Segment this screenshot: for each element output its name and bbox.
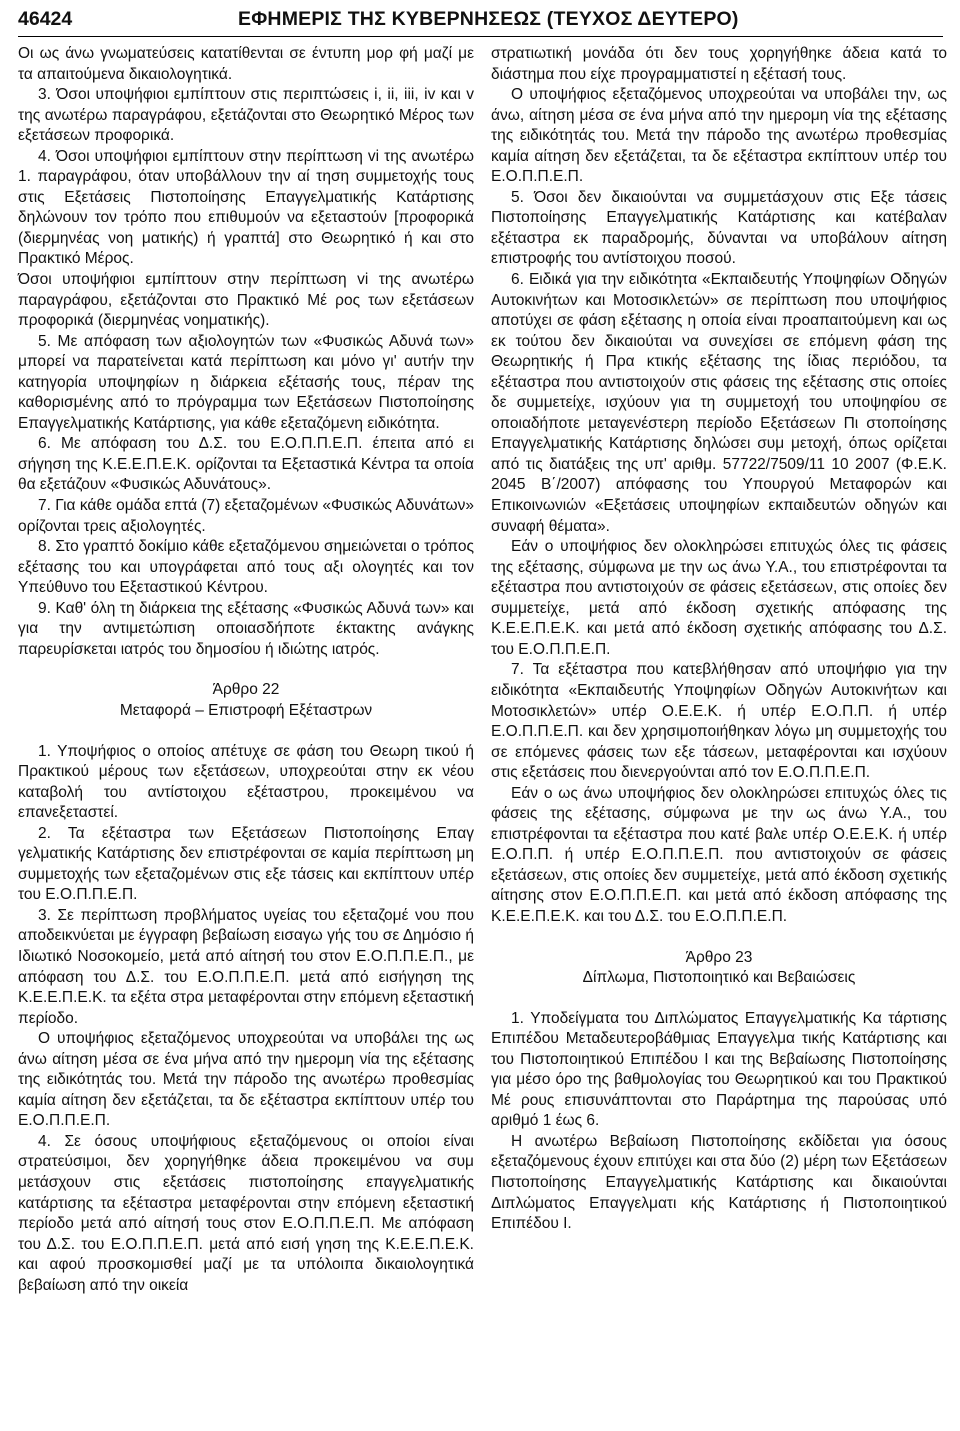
paragraph: Ο υποψήφιος εξεταζόμενος υποχρεούται να υποβάλει την, ως άνω, αίτηση μέσα σε ένα μήνα από την ημερομη νία της εξέτασης της ειδικότητάς του. Μετά την πάροδο της ανωτέρω προθεσμίας καμία αίτηση δεν εξετάζεται, τα δε εξέταστρα εκπίπτουν υπέρ του Ε.Ο.Π.Π.Ε.Π. bbox=[491, 86, 947, 186]
paragraph: 4. Σε όσους υποψήφιους εξεταζόμενους οι οποίοι είναι στρατεύσιμοι, δεν χορηγήθηκε άδεια προκειμένου να συμ μετάσχουν στις εξετάσεις πιστοποίησης επαγγελματικής κατάρτισης τα εξέταστρα μεταφέρονται στην επόμενη εξεταστική περίοδο μετά από αίτησή τους στον Ε.Ο.Π.Π.Ε.Π. Με απόφαση του Δ.Σ. του Ε.Ο.Π.Π.Ε.Π. μετά από εισή γηση της Κ.Ε.Ε.Π.Ε.Κ. και αφού προσκομισθεί μαζί με τα υπόλοιπα δικαιολογητικά βεβαίωση από την οικεία bbox=[18, 1132, 474, 1294]
paragraph: 6. Με απόφαση του Δ.Σ. του Ε.Ο.Π.Π.Ε.Π. έπειτα από ει σήγηση της Κ.Ε.Ε.Π.Ε.Κ. ορίζονται τα Εξεταστικά Κέντρα τα οποία θα εξετάζουν «Φυσικώς Αδυνάτους». bbox=[18, 435, 474, 494]
paragraph: 1. Υποδείγματα του Διπλώματος Επαγγελματικής Κα τάρτισης Επιπέδου Μεταδευτεροβάθμιας Επαγγελμα τικής Κατάρτισης και του Πιστοποιητικού Επιπέδου Ι και της Βεβαίωσης Πιστοποίησης για μέσο όρο της βαθμολογίας του Θεωρητικού και του Πρακτικού Μέ ρους επισυνάπτονται στο Παράρτημα της παρούσας υπό αριθμό 1 έως 6. bbox=[491, 1009, 947, 1130]
paragraph: 7. Για κάθε ομάδα επτά (7) εξεταζομένων «Φυσικώς Αδυνάτων» ορίζονται τρεις αξιολογητές. bbox=[18, 497, 474, 535]
paragraph: 3. Σε περίπτωση προβλήματος υγείας του εξεταζομέ νου που αποδεικνύεται με έγγραφη βεβαίωση εισαγω γής του σε Δημόσιο ή Ιδιωτικό Νοσοκομείο, μετά από αίτησή του στον Ε.Ο.Π.Π.Ε.Π., με απόφαση του Δ.Σ. του Ε.Ο.Π.Π.Ε.Π. μετά από εισήγηση της Κ.Ε.Ε.Π.Ε.Κ. τα εξέτα στρα μεταφέρονται στην επόμενη εξεταστική περίοδο. bbox=[18, 906, 474, 1027]
paragraph: 5. Με απόφαση των αξιολογητών των «Φυσικώς Αδυνά των» μπορεί να παρατείνεται κατά περίπτωση και μόνο γι' αυτήν την κατηγορία υποψηφίων η διάρκεια εξέτασής τους, πέραν της καθορισμένης από το πρόγραμμα των Εξετάσεων Πιστοποίησης Επαγγελματικής Κατάρτισης, για κάθε εξεταζόμενη ειδικότητα. bbox=[18, 332, 474, 432]
paragraph: Οι ως άνω γνωματεύσεις κατατίθενται σε έντυπη μορ φή μαζί με τα απαιτούμενα δικαιολογητικά. bbox=[18, 45, 474, 83]
paragraph: Η ανωτέρω Βεβαίωση Πιστοποίησης εκδίδεται για όσους εξεταζόμενους έχουν επιτύχει και στα δύο (2) μέρη των Εξετάσεων Πιστοποίησης Επαγγελματικής Κατάρτισης και δικαιούνται Διπλώματος Επαγγελματι κής Κατάρτισης ή Πιστοποιητικού Επιπέδου Ι. bbox=[491, 1132, 947, 1233]
paragraph: 5. Όσοι δεν δικαιούνται να συμμετάσχουν στις Εξε τάσεις Πιστοποίησης Επαγγελματικής Κατάρτισης και κατέβαλαν εξέταστρα εκ παραδρομής, δύνανται να υποβάλουν αίτηση επιστροφής του αντίστοιχου ποσού. bbox=[491, 188, 947, 268]
paragraph: Εάν ο ως άνω υποψήφιος δεν ολοκληρώσει επιτυχώς όλες τις φάσεις της εξέτασης, σύμφωνα με την ως άνω Υ.Α., του επιστρέφονται τα εξέταστρα που κατέ βαλε υπέρ Ο.Ε.Ε.Κ. ή υπέρ Ε.Ο.Π.Π. ή υπέρ Ε.Ο.Π.Π.Ε.Π. που αντιστοιχούν σε φάσεις εξετάσεων, στις οποίες δεν συμμετείχε, μετά από έκδοση σχετικής αίτησης στον Ε.Ο.Π.Π.Ε.Π. και μετά από έκδοση απόφασης της Κ.Ε.Ε.Π.Ε.Κ. και του Δ.Σ. του Ε.Ο.Π.Π.Ε.Π. bbox=[491, 784, 947, 925]
paragraph: 1. Υποψήφιος ο οποίος απέτυχε σε φάση του Θεωρη τικού ή Πρακτικού μέρους των εξετάσεων, υποχρεούται στην εκ νέου καταβολή του αντίστοιχου εξέταστρου, προκειμένου να επανεξεταστεί. bbox=[18, 742, 474, 822]
paragraph: Εάν ο υποψήφιος δεν ολοκληρώσει επιτυχώς όλες τις φάσεις της εξέτασης, σύμφωνα με την ως άνω Υ.Α., του επιστρέφονται τα εξέταστρα που αντιστοιχούν σε φάσεις εξετάσεων, στις οποίες δεν συμμετείχε, μετά από έκδοση σχετικής απόφασης της Κ.Ε.Ε.Π.Ε.Κ. και μετά από έκδοση σχετικής απόφασης του Δ.Σ. του Ε.Ο.Π.Π.Ε.Π. bbox=[491, 538, 947, 658]
page-header bbox=[18, 2, 943, 37]
right-column bbox=[491, 44, 947, 1235]
paragraph: 2. Τα εξέταστρα των Εξετάσεων Πιστοποίησης Επαγ γελματικής Κατάρτισης δεν επιστρέφονται σε καμία περίπτωση μη συμμετοχής των εξεταζομένων στις εξε τάσεις και εκπίπτουν υπέρ του Ε.Ο.Π.Π.Ε.Π. bbox=[18, 824, 474, 904]
left-column bbox=[18, 44, 474, 1296]
article-number: Άρθρο 23 bbox=[685, 948, 753, 966]
paragraph: 6. Ειδικά για την ειδικότητα «Εκπαιδευτής Υποψηφίων Οδηγών Αυτοκινήτων και Μοτοσικλετών» σε περίπτωση που υποψήφιος αποτύχει σε φάση εξέτασης η οποία είναι προαπαιτούμενη και ως εκ τούτου δεν δικαιούται να συνεχίσει σε επόμενη φάση της Θεωρητικής ή Πρα κτικής εξέτασης της ίδιας περιόδου, τα εξέταστρα που αντιστοιχούν στις φάσεις της εξέτασης στις οποίες δε συμμετείχε, ισχύουν για τη συμμετοχή του υποψηφίου σε οποιαδήποτε μεταγενέστερη περίοδο Εξετάσεων Πι στοποίησης Επαγγελματικής Κατάρτισης δηλώσει συμ μετοχή, όπως ορίζεται από τις διατάξεις της υπ' αριθμ. 57722/7509/11 10 2007 (Φ.Ε.Κ. 2045 Β΄/2007) απόφασης του Υπουργού Μεταφορών και Επικοινωνιών «Εξετάσεις υποψηφίων εκπαιδευτών οδηγών και συναφή θέματα». bbox=[491, 271, 947, 535]
paragraph: 7. Τα εξέταστρα που κατεβλήθησαν από υποψήφιο για την ειδικότητα «Εκπαιδευτής Υποψηφίων Οδηγών Αυτοκινήτων και Μοτοσικλετών» υπέρ Ο.Ε.Ε.Κ. ή υπέρ Ε.Ο.Π.Π. ή υπέρ Ε.Ο.Π.Π.Ε.Π. και δεν χρησιμοποιήθηκαν λόγω μη συμμετοχής του σε επόμενες φάσεις των εξε τάσεων, μεταφέρονται και ισχύουν στις εξετάσεις που διενεργούνται από τον Ε.Ο.Π.Π.Ε.Π. bbox=[491, 661, 947, 782]
paragraph: Ο υποψήφιος εξεταζόμενος υποχρεούται να υποβάλει της ως άνω αίτηση μέσα σε ένα μήνα από την ημερομη νία της εξέτασης της ειδικότητάς του. Μετά την πάροδο της ανωτέρω προθεσμίας καμία αίτηση δεν εξετάζεται, τα δε εξέταστρα εκπίπτουν υπέρ του Ε.Ο.Π.Π.Ε.Π. bbox=[18, 1030, 474, 1130]
article-title: Δίπλωμα, Πιστοποιητικό και Βεβαιώσεις bbox=[582, 969, 856, 987]
journal-title: ΕΦΗΜΕΡΙΣ ΤΗΣ ΚΥΒΕΡΝΗΣΕΩΣ (ΤΕΥΧΟΣ ΔΕΥΤΕΡΟ) bbox=[238, 7, 739, 30]
article-number: Άρθρο 22 bbox=[212, 681, 280, 699]
paragraph: στρατιωτική μονάδα ότι δεν τους χορηγήθηκε άδεια κατά το διάστημα που είχε προγραμματιστεί η εξέτασή τους. bbox=[491, 45, 947, 83]
page-number: 46424 bbox=[18, 7, 73, 30]
paragraph: Όσοι υποψήφιοι εμπίπτουν στην περίπτωση vi της ανωτέρω παραγράφου, εξετάζονται στο Πρακτικό Μέ ρος των εξετάσεων προφορικά (διερμηνέας νοηματικής). bbox=[18, 271, 474, 330]
paragraph: 8. Στο γραπτό δοκίμιο κάθε εξεταζόμενου σημειώνεται ο τρόπος εξέτασης του και υπογράφεται από τους αξι ολογητές και τον Υπεύθυνο του Εξεταστικού Κέντρου. bbox=[18, 538, 474, 597]
paragraph: 9. Καθ' όλη τη διάρκεια της εξέτασης «Φυσικώς Αδυνά των» και για την αντιμετώπιση οποιασδήποτε έκτακτης ανάγκης παρευρίσκεται ιατρός του δημοσίου ή ιδιώτης ιατρός. bbox=[18, 599, 474, 658]
paragraph: 4. Όσοι υποψήφιοι εμπίπτουν στην περίπτωση vi της ανωτέρω 1. παραγράφου, όταν υποβάλλουν την αί τηση συμμετοχής τους στις Εξετάσεις Πιστοποίησης Επαγγελματικής Κατάρτισης δηλώνουν τον τρόπο που επιθυμούν να εξεταστούν [προφορικά (διερμηνέας νοη ματικής) ή γραπτά] στο Θεωρητικό ή και στο Πρακτικό Μέρος. bbox=[18, 147, 474, 268]
article-title: Μεταφορά – Επιστροφή Εξέταστρων bbox=[119, 701, 373, 719]
paragraph: 3. Όσοι υποψήφιοι εμπίπτουν στις περιπτώσεις i, ii, iii, iv και v της ανωτέρω παραγράφου, εξετάζονται στο Θεωρητικό Μέρος των εξετάσεων προφορικά. bbox=[18, 86, 474, 145]
